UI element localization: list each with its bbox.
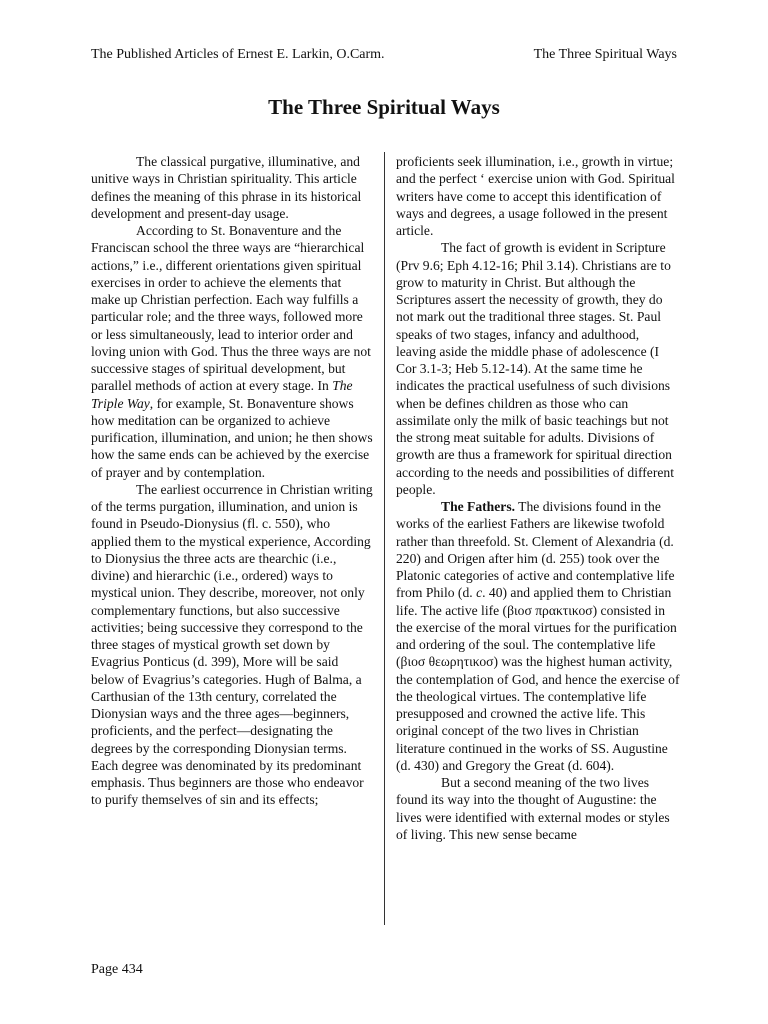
- paragraph: [396, 498, 681, 774]
- greek-term: βιοσ θεωρητικοσ: [400, 654, 494, 670]
- paragraph: proficients seek illumination, i.e., growth in virtue; and the perfect ‘ exercise union with God. Spiritual writers have come to accept this identification of ways and degrees, a usage followed in the present article.: [396, 154, 675, 238]
- text-run: . 40) and applied them to Christian life. The active life (: [396, 585, 672, 618]
- book-title: The Triple Way: [91, 378, 353, 411]
- right-column: [396, 153, 681, 843]
- header-right: The Three Spiritual Ways: [533, 47, 677, 62]
- article-title: The Three Spiritual Ways: [268, 95, 500, 119]
- paragraph: [91, 222, 373, 481]
- left-column: [91, 153, 373, 809]
- page-number: Page 434: [91, 962, 143, 977]
- running-header: [91, 46, 677, 64]
- text-run: The divisions found in the works of the earliest Fathers are likewise twofold rather than threefold. St. Clement of Alexandria (d. 220) and Origen after him (d. 255) took over the Platonic categories of active and contemplative life from Philo (d.: [396, 499, 675, 601]
- paragraph: But a second meaning of the two lives found its way into the thought of Augustine: the lives were identified with external modes or styles of living. This new sense became: [396, 775, 670, 842]
- paragraph: The earliest occurrence in Christian writing of the terms purgation, illumination, and union is found in Pseudo-Dionysius (fl. c. 550), who applied them to the mystical experience, According to Dionysius the three acts are thearchic (i.e., divine) and hierarchic (i.e., ordered) ways to mystical union. They describe, moreover, not only complementary functions, but also successive activities; being successive they correspond to the three stages of mystical growth set down by Evagrius Ponticus (d. 399), More will be said below of Evagrius’s categories. Hugh of Balma, a Carthusian of the 13th century, correlated the Dionysian ways and the three ages—beginners, proficients, and the perfect—designating the degrees by the corresponding Dionysian terms. Each degree was denominated by its predominant emphasis. Thus beginners are those who endeavor to purify themselves of sin and its effects;: [91, 481, 373, 808]
- greek-term: βιοσ πρακτικοσ: [507, 602, 593, 618]
- text-run: , for example, St. Bonaventure shows how meditation can be organized to achieve purification, illumination, and union; he then shows how the same ends can be achieved by the exercise of prayer and by contemplation.: [91, 395, 373, 480]
- text-run: ) consisted in the exercise of the moral virtues for the purification and ordering of the soul. The contemplative life (: [396, 602, 677, 670]
- paragraph: The classical purgative, illuminative, and unitive ways in Christian spirituality. This article defines the meaning of this phrase in its historical development and present-day usage.: [91, 154, 362, 221]
- circa-abbrev: c: [476, 585, 483, 601]
- text-run: According to St. Bonaventure and the Franciscan school the three ways are “hierarchical actions,” i.e., different orientations given spiritual exercises in order to achieve the elements that make up Christian perfection. Each way fulfills a particular role; and the three ways, followed more or less simultaneously, lead to interior order and loving union with God. Thus the three ways are not successive stages of spiritual development, but parallel methods of action at every stage. In: [91, 223, 371, 394]
- header-left: The Published Articles of Ernest E. Larkin, O.Carm.: [91, 47, 385, 62]
- paragraph: The fact of growth is evident in Scripture (Prv 9.6; Eph 4.12-16; Phil 3.14). Christians are to grow to maturity in Christ. But although the Scriptures assert the necessity of growth, they do not mark out the traditional three stages. St. Paul speaks of two stages, infancy and adulthood, leaving aside the middle phase of adolescence (I Cor 3.1-3; Heb 5.12-14). At the same time he indicates the practical usefulness of such divisions when be defines children as those who can assimilate only the milk of basic teachings but not the strong meat suitable for adults. Divisions of growth are thus a framework for spiritual direction according to the needs and possibilities of different people.: [396, 240, 674, 497]
- text-run: ) was the highest human activity, the contemplation of God, and hence the exercise of the theological virtues. The contemplative life presupposed and crowned the active life. This original concept of the two lives in Christian literature continued in the works of SS. Augustine (d. 430) and Gregory the Great (d. 604).: [396, 654, 680, 773]
- section-heading: The Fathers.: [441, 499, 516, 514]
- column-divider: [384, 152, 385, 925]
